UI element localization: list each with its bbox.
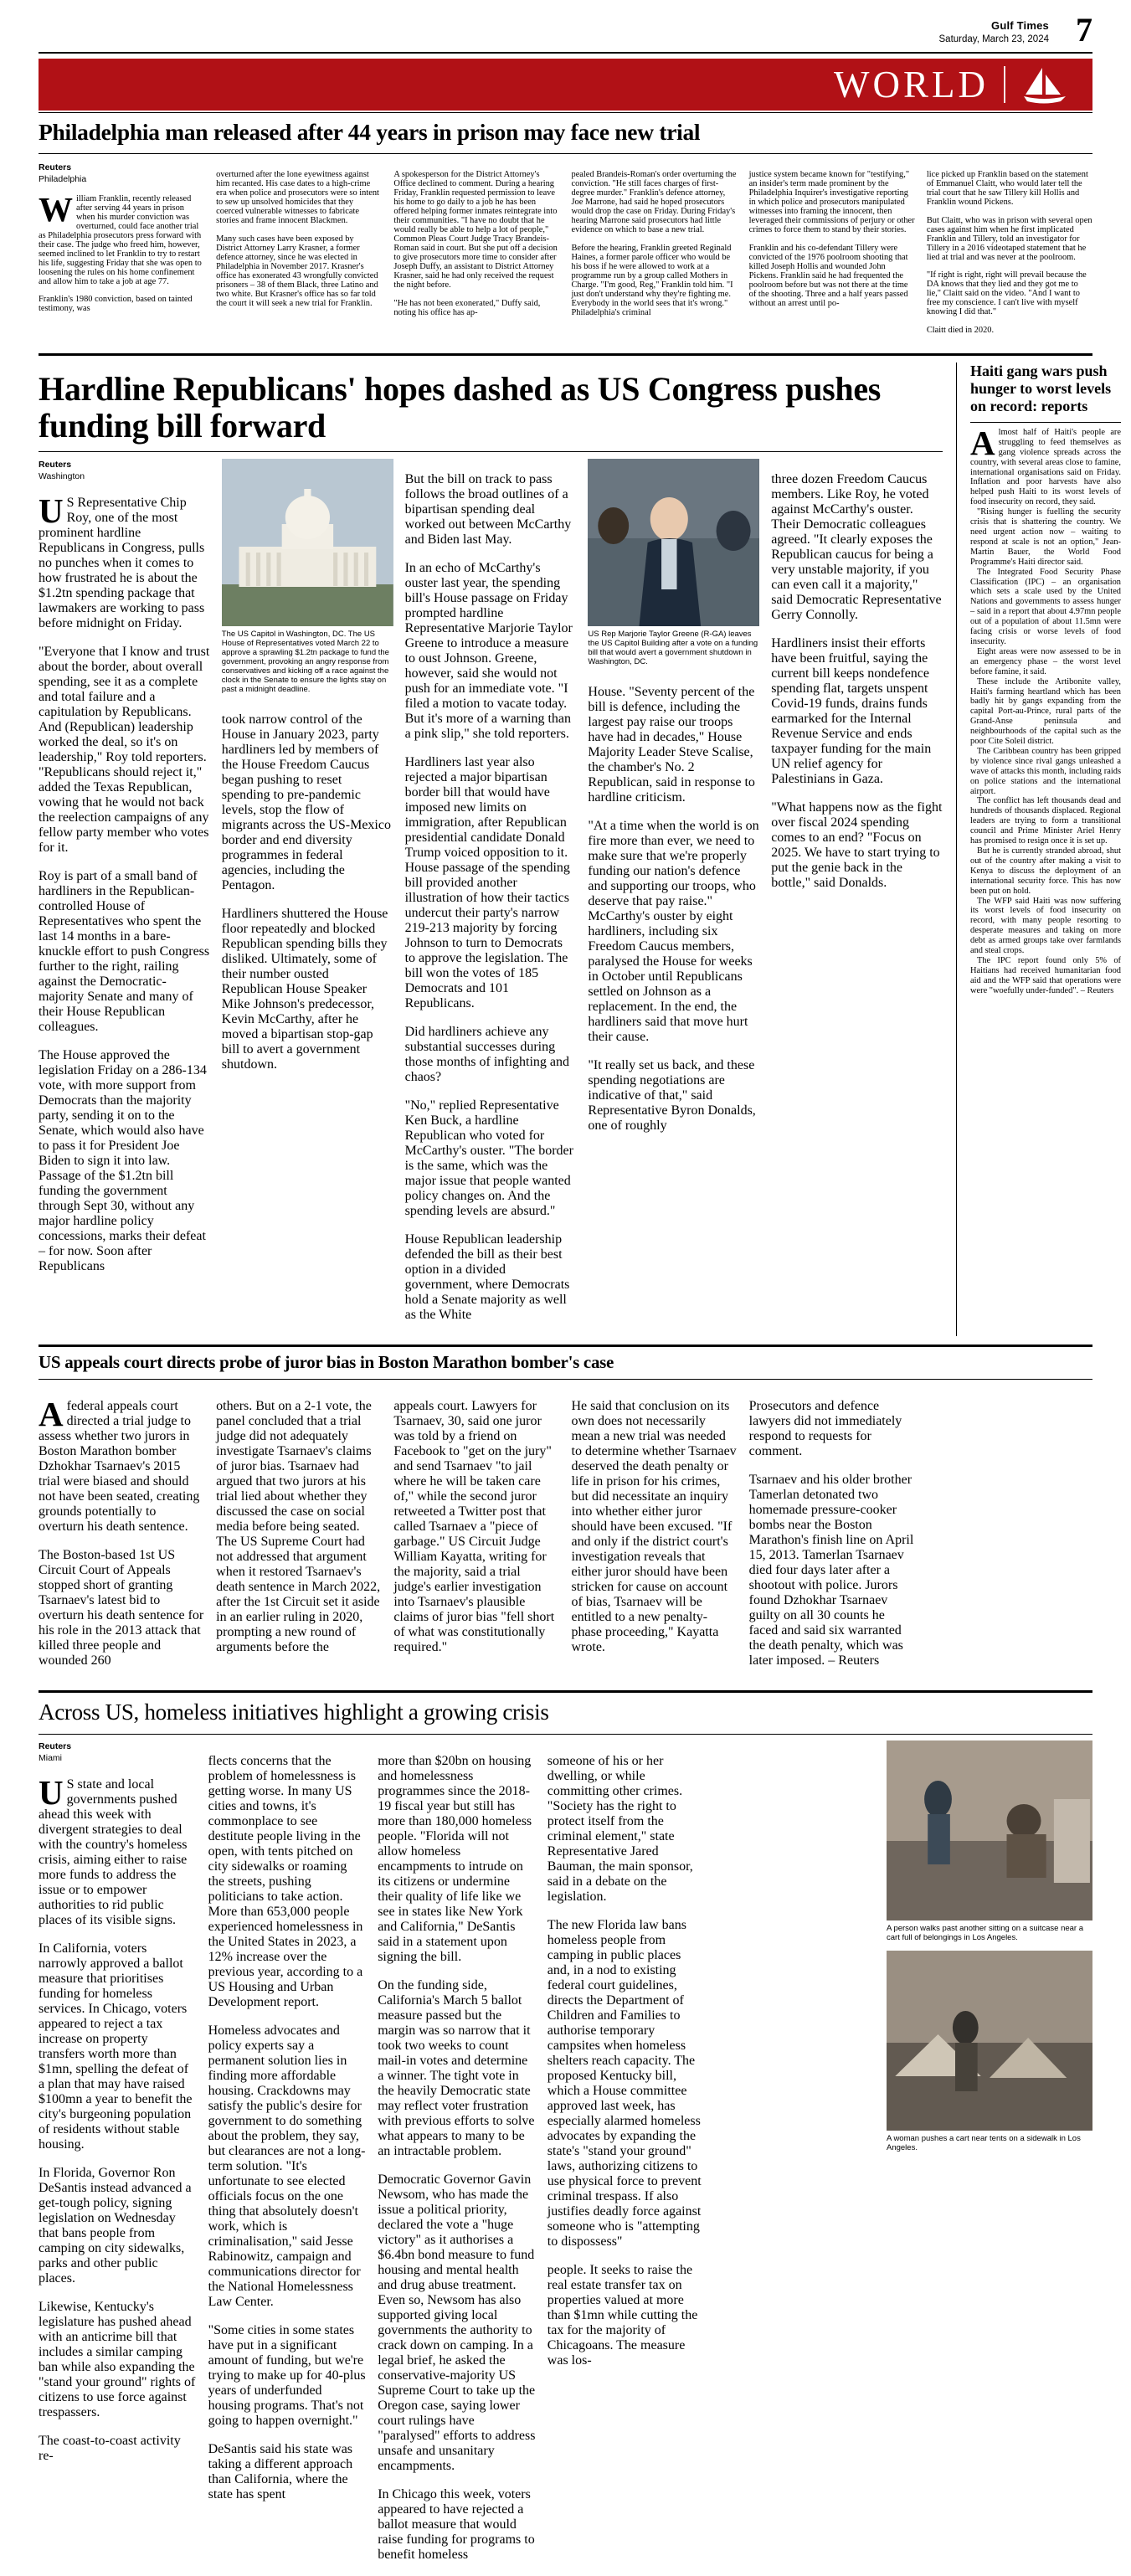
sidebar-p3: The Integrated Food Security Phase Classification (IPC) – an organisation which sets a scale used by the United Nations and governments to assess hunger – said in a report that about 4.97mn people out of a population of about 11.5mn were facing crisis or worse levels of food insecurity. xyxy=(970,567,1121,646)
story4-col-2 xyxy=(208,1740,367,2576)
story3-c1p1: federal appeals court directed a trial judge to assess whether two jurors in Boston Marathon bomber Dzhokhar Tsarnaev's 2015 trial were biased and should not have been seated, creating grounds potentially to overturn his death sentence. xyxy=(39,1398,200,1534)
section-title: WORLD xyxy=(834,64,989,105)
story4-c1p2: In California, voters narrowly approved a ballot measure that prioritises funding for homeless services. In Chicago, voters appeared to reject a tax increase on property transfers worth more than $1mn, spelling the defeat of a plan that may have raised $100mn a year to benefit the city's burgeoning population of residents without stable housing. xyxy=(39,1941,193,2152)
story2-c3p4: Did hardliners achieve any substantial successes during those months of infighting and chaos? xyxy=(404,1024,570,1084)
story2-col-1 xyxy=(39,459,210,1336)
story4-c4p2: The new Florida law bans homeless people from camping in public places and, in a nod to existing federal court guidelines, directs the Department of Children and Families to authorise temporary campsites when homeless shelters reach capacity. The proposed Kentucky bill, which a House committee approved last week, has especially alarmed homeless advocates by expanding the state's "stand your ground" laws, authorizing citizens to use physical force to prevent criminal trespass. If also justifies deadly force against someone who is "attempting to dispossess" xyxy=(547,1917,702,2249)
story2-c3p1: But the bill on track to pass follows the broad outlines of a bipartisan spending deal worked out between McCarthy and Biden last May. xyxy=(404,471,572,547)
story1-p9: justice system became known for "testifying," an insider's term made prominent by the Philadelphia Inquirer's investigative reporting in which police and prosecutors manipulated witnesses into framing the innocent, then leveraged their commissions of perjury or other crimes to force them to stand by their stories. xyxy=(748,170,915,235)
story1-place: Philadelphia xyxy=(39,174,87,185)
story1-byline xyxy=(39,162,204,185)
story4-head-rule xyxy=(39,1734,1092,1735)
story1-p12: But Claitt, who was in prison with several open cases against him when he first implicated Franklin and Tillery, told an investigator for Tillery in a 2016 videotaped statement that he lied at trial and was never at the poolroom. xyxy=(926,215,1092,262)
story4-c3p1: more than $20bn on housing and homelessness programmes since the 2018-19 fiscal year but still has more than 180,000 homeless people. "Florida will not allow homeless encampments to intrude on its citizens or undermine their quality of life like we see in states like New York and California," DeSantis said in a statement upon signing the bill. xyxy=(378,1753,532,1964)
sidebar-head-rule xyxy=(970,422,1121,423)
sidebar-p4: Eight areas were now assessed to be in an emergency phase – the worst level before famine, it said. xyxy=(970,646,1121,676)
sidebar-p1: lmost half of Haiti's people are struggling to feed themselves as gang violence spreads across the country, with several areas close to famine, international organisations said on Friday. Inflation and poor harvests have also helped push Haiti to its worst levels of food insecurity on record, they said. xyxy=(970,427,1121,507)
story3-col-2 xyxy=(216,1386,382,1682)
story2-c3p5: "No," replied Representative Ken Buck, a hardline Republican who voted for McCarthy's ouster. "The border is the same, which was the major issue that people wanted policy changes on. And the spending levels are absurd." xyxy=(404,1098,573,1218)
story1-p13: "If right is right, right will prevail because the DA knows that they lied and they got me to lie," Claitt said on the video. "And I want to free my conscience. I can't live with myself knowing I did that." xyxy=(926,270,1087,317)
story3-col-6 xyxy=(927,1386,1092,1682)
story2-c1p2: "Everyone that I know and trust about the border, about overall spending, see it as a complete and total failure and a capitulation by Republicans. And (Republican) leadership worked the deal, so it's on leadership," Roy told reporters. "Republicans should reject it," added the Texas Republican, vowing that he would not back the reelection campaigns of any fellow party member who votes for it. xyxy=(39,645,210,856)
story3-columns xyxy=(39,1386,1092,1682)
story2-col-4 xyxy=(588,459,759,1336)
story-congress xyxy=(39,362,943,1336)
story2-c4p2: "At a time when the world is on fire more than ever, we need to make sure that we're properly funding our nation's defence and supporting our troops, who deserve that pay raise." McCarthy's ouster by eight hardliners, including six Freedom Caucus members, paralysed the House for weeks in October until Republicans settled on Johnson as a replacement. In the end, the hardliners said that move hurt their cause. xyxy=(588,818,759,1044)
masthead xyxy=(0,0,1131,105)
story1-p2: Franklin's 1980 conviction, based on tainted testimony, was xyxy=(39,295,193,314)
story4-photo1-caption: A person walks past another sitting on a suitcase near a cart full of belongings in Los Angeles. xyxy=(887,1923,1083,1942)
story3-c5p2: Tsarnaev and his older brother Tamerlan detonated two homemade pressure-cooker bombs near the Boston Marathon's finish line on April 15, 2013. Tamerlan Tsarnaev died four days later after a shootout with police. Jurors found Dzhokhar Tsarnaev guilty on all 30 counts he faced and said six warranted the death penalty, which was later imposed. – Reuters xyxy=(748,1472,914,1668)
story2-byline xyxy=(39,459,210,482)
story1-col-5 xyxy=(749,162,915,343)
story3-dropcap: A xyxy=(39,1394,64,1433)
sidebar-p2: "Rising hunger is fuelling the security crisis that is shattering the country. We need urgent action now – waiting to respond at scale is not an option," Jean-Martin Bauer, the World Food Programme's Haiti director said. xyxy=(970,507,1121,567)
story3-c4p1: He said that conclusion on its own does not necessarily mean a new trial was needed to determine whether Tsarnaev deserved the death penalty or life in prison for his crimes, but did necessitate an inquiry into whether either juror should have been excused. "If and only if the district court's investigation reveals that either juror should have been stricken for cause on account of bias, Tsarnaev will be entitled to a new penalty-phase proceeding," Kayatta wrote. xyxy=(571,1398,737,1654)
story2-c1p1: S Representative Chip Roy, one of the most prominent hardline Republicans in Congress, pulls no punches when it comes to how frustrated he is about the $1.2tn spending package that lawmakers are working to pass before midnight on Friday. xyxy=(39,496,205,631)
story1-col-6 xyxy=(927,162,1092,343)
story1-source: Reuters xyxy=(39,162,72,172)
story1-top-rule xyxy=(39,112,1092,113)
story2-c4p1: House. "Seventy percent of the bill is defence, including the largest pay raise our troops have had in decades," House Majority Leader Steve Scalise, the chamber's No. 2 Republican, said in response to hardline criticism. xyxy=(588,684,755,805)
homeless-photo-2 xyxy=(887,1951,1092,2131)
story2-headline: Hardline Republicans' hopes dashed as US Congress pushes funding bill forward xyxy=(39,369,882,445)
banner-divider xyxy=(1004,66,1005,103)
story1-p14: Claitt died in 2020. xyxy=(926,325,995,335)
story4-col-4 xyxy=(548,1740,706,2576)
sidebar-dropcap: A xyxy=(970,423,995,462)
story4-col-3 xyxy=(378,1740,536,2576)
page-number: 7 xyxy=(1076,11,1092,49)
story-philadelphia xyxy=(0,100,1131,343)
story1-p3: overturned after the lone eyewitness against him recanted. His case dates to a high-crime era when police and prosecutors were so intent to sew up unsolved homicides that they coerced vulnerable witnesses to fabricate stories and frame innocent Blackmen. xyxy=(216,170,379,226)
story3-c3p1: appeals court. Lawyers for Tsarnaev, 30, said one juror was told by a friend on Facebook to "get on the jury" and send Tsarnaev "to jail where he will be taken care of," while the second juror retweeted a Twitter post that called Tsarnaev a "piece of garbage." US Circuit Judge William Kayatta, writing for the majority, said a trial judge's earlier investigation into Tsarnaev's plausible claims of juror bias "fell short of what was constitutionally required." xyxy=(393,1398,555,1654)
story1-p1: illiam Franklin, recently released after serving 44 years in prison when his murder conviction was overturned, could face another trial as Philadelphia prosecutors press forward with their case. The judge who freed him, however, seemed inclined to let Franklin to try to restart his life, suggesting Friday that she was open to loosening the rules on his home confinement and allow him to take a job at age 77. xyxy=(39,193,202,286)
sidebar-headline: Haiti gang wars push hunger to worst levels on record: reports xyxy=(970,362,1112,414)
story2-columns xyxy=(39,459,943,1336)
story1-p7: pealed Brandeis-Roman's order overturning the conviction. "He still faces charges of first-degree murder." Franklin's defence attorney, Joe Marrone, had said he hoped prosecutors would drop the case on Friday. During Friday's hearing Marrone said prosecutors had little evidence on which to base a new trial. xyxy=(571,170,737,235)
section-banner xyxy=(39,59,1092,111)
story4-col-1 xyxy=(39,1740,197,2576)
story2-photo1-caption: The US Capitol in Washington, DC. The US House of Representatives voted March 22 to approve a sprawling $1.2tn package to fund the government, provoking an angry response from conservatives and kicking off a race against the clock in the Senate to ensure the lights stay on past a midnight deadline. xyxy=(221,629,389,694)
story3-col-4 xyxy=(572,1386,738,1682)
story2-c3p6: House Republican leadership defended the bill as their best option in a divided government, where Democrats hold a Senate majority as well as the White xyxy=(404,1231,570,1322)
story2-place: Washington xyxy=(39,471,85,482)
story4-c1p1: S state and local governments pushed ahead this week with divergent strategies to deal with the country's homeless crisis, aiming either to raise more funds to address the issue or to empower authorities to rid public places of its visible signs. xyxy=(39,1777,188,1928)
dhow-boat-icon xyxy=(1017,63,1071,106)
sidebar-p5: These include the Artibonite valley, Haiti's farming heartland which has been badly hit by gangs expanding from the capital Port-au-Prince, rural parts of the Grand-Anse peninsula and neighbourhoods of the capital such as the poor Cite Soleil district. xyxy=(970,676,1121,747)
story3-head-rule xyxy=(39,1379,1092,1380)
story1-col-3 xyxy=(393,162,559,343)
story2-dropcap: U xyxy=(39,491,64,531)
story4-c1p5: The coast-to-coast activity re- xyxy=(39,2434,181,2464)
story2-c5p1: three dozen Freedom Caucus members. Like Roy, he voted against McCarthy's ouster. Their Democratic colleagues agreed. "It clearly exposes the Republican caucus for being a very unstable majority, if you can even call it a majority," said Democratic Representative Gerry Connolly. xyxy=(771,471,942,622)
story-homeless xyxy=(0,1682,1131,2576)
story4-headline: Across US, homeless initiatives highlight a growing crisis xyxy=(39,1699,549,1725)
masthead-divider xyxy=(39,52,1092,54)
mid-block xyxy=(0,343,1131,1336)
story4-c1p4: Likewise, Kentucky's legislature has pushed ahead with an anticrime bill that includes a similar camping ban while also expanding the "stand your ground" rights of citizens to use force against trespassers. xyxy=(39,2300,196,2420)
sidebar-p8: But he is currently stranded abroad, shut out of the country after making a visit to Kenya to discuss the deployment of an international security force. This has now been put on hold. xyxy=(970,846,1121,896)
masthead-meta xyxy=(939,19,1049,45)
story-haiti-sidebar xyxy=(970,362,1121,1336)
story3-c5p1: Prosecutors and defence lawyers did not immediately respond to requests for comment. xyxy=(748,1398,902,1458)
story3-col-3 xyxy=(393,1386,559,1682)
story3-headline: US appeals court directs probe of juror bias in Boston Marathon bomber's case xyxy=(39,1351,614,1372)
publication-date: Saturday, March 23, 2024 xyxy=(938,33,1049,44)
story1-p8: Before the hearing, Franklin greeted Reginald Haines, a former parole officer who would be his boss if he were allowed to work at a programme run by a group called Mothers in Charge. "I'm good, Reg," Franklin told him. "I just don't understand why they're fighting me. Everybody in the world sees that it's wrong." Philadelphia's criminal xyxy=(571,243,733,317)
story1-p11: lice picked up Franklin based on the statement of Emmanuel Claitt, who would later tell the trial court that he saw Tillery kill Hollis and Franklin wound Pickens. xyxy=(926,170,1088,208)
story4-photo-column xyxy=(887,1740,1092,2576)
story3-col-5 xyxy=(749,1386,915,1682)
story2-col-2 xyxy=(222,459,393,1336)
story1-p10: Franklin and his co-defendant Tillery were convicted of the 1976 poolroom shooting that killed Joseph Hollis and wounded John Pickens. Franklin said he had frequented the poolroom before but was not there at the time of the shooting. Three and a half years passed without an arrest until po- xyxy=(748,243,908,308)
story1-headline: Philadelphia man released after 44 years in prison may face new trial xyxy=(39,119,701,145)
story4-source: Reuters xyxy=(39,1740,72,1751)
story-tsarnaev xyxy=(0,1336,1131,1682)
sidebar-divider xyxy=(956,362,957,1336)
story1-p5: A spokesperson for the District Attorney's Office declined to comment. During a hearing Friday, Franklin requested permission to leave his home to go daily to a job he has been offered helping former inmates reintegrate into their communities. "I have no doubt that he would really be able to help a lot of people," Common Pleas Court Judge Tracy Brandeis-Roman said in court. But she put off a decision to give prosecutors more time to consider after Joseph Duffy, an assistant to District Attorney Krasner, said he had only received the request the night before. xyxy=(393,170,558,291)
story2-c4p3: "It really set us back, and these spending negotiations are indicative of that," said Representative Byron Donalds, one of roughly xyxy=(588,1057,756,1133)
story4-c3p3: Democratic Governor Gavin Newsom, who has made the issue a political priority, declared the vote a "huge victory" as it authorises a $6.4bn bond measure to fund housing and mental health and drug abuse treatment. Even so, Newsom has also supported giving local governments the authority to crack down on camping. In a legal brief, he asked the conservative-majority US Supreme Court to take up the Oregon case, saying lower court rulings have "paralysed" efforts to address unsafe and unsanitary encampments. xyxy=(378,2172,536,2473)
story4-c4p1: someone of his or her dwelling, or while committing other crimes. "Society has the right to protect itself from the criminal element," state Representative Jared Bauman, the main sponsor, said in a debate on the legislation. xyxy=(547,1753,693,1904)
sidebar-p9: The WFP said Haiti was now suffering its worst levels of food insecurity on record, with many people resorting to desperate measures and taking on more debt as armed groups take over farmlands and steal crops. xyxy=(970,896,1121,956)
story2-col-5 xyxy=(771,459,943,1336)
story1-col-1 xyxy=(39,162,204,343)
story2-source: Reuters xyxy=(39,459,72,470)
story4-c4p3: people. It seeks to raise the real estate transfer tax on properties valued at more than $1mn while cutting the tax for the majority of Chicagoans. The measure was los- xyxy=(547,2262,698,2368)
story3-c2p1: others. But on a 2-1 vote, the panel concluded that a trial judge did not adequately investigate Tsarnaev's claims of juror bias. Tsarnaev had argued that two jurors at his trial lied about whether they discussed the case on social media before being seated. The US Supreme Court had not addressed that argument when it restored Tsarnaev's death sentence in March 2022, after the 1st Circuit set it aside in an earlier ruling in 2020, prompting a new round of arguments before the xyxy=(216,1398,381,1654)
story2-c3p2: In an echo of McCarthy's ouster last year, the spending bill's House passage on Friday prompted hardline Representative Marjorie Taylor Greene to introduce a measure to oust Johnson. Greene, however, said she would not push for an immediate vote. "I filed a motion to vacate today. But it's more of a warning than a pink slip," she told reporters. xyxy=(404,560,573,741)
story2-c1p3: Roy is part of a small band of hardliners in the Republican-controlled House of Representatives who spent the last 14 months in a bare-knuckle effort to push Congress further to the right, railing against the Democratic-majority Senate and many of their House Republican colleagues. xyxy=(39,869,210,1035)
story4-col-5 xyxy=(717,1740,875,2576)
sidebar-p7: The conflict has left thousands dead and hundreds of thousands displaced. Regional leaders are trying to form a transitional council and Prime Minister Ariel Henry has promised to resign once it is set up. xyxy=(970,796,1121,846)
capitol-photo xyxy=(222,459,393,626)
story3-c1p2: The Boston-based 1st US Circuit Court of Appeals stopped short of granting Tsarnaev's latest bid to overturn his death sentence for his role in the 2013 attack that killed three people and wounded 260 xyxy=(39,1547,204,1668)
story4-dropcap: U xyxy=(39,1773,64,1812)
story1-col-4 xyxy=(572,162,738,343)
story1-dropcap: W xyxy=(39,189,73,229)
story2-c2p2: Hardliners shuttered the House floor repeatedly and blocked Republican spending bills they disliked. Ultimately, some of their number ousted Republican House Speaker Mike Johnson's predecessor, Kevin McCarthy, after he moved a bipartisan stop-gap bill to avert a government shutdown. xyxy=(221,906,388,1072)
homeless-photo-1 xyxy=(887,1740,1092,1920)
sidebar-p10: The IPC report found only 5% of Haitians had received humanitarian food aid and the WFP said that operations were were "woefully under-funded". – Reuters xyxy=(970,955,1121,995)
story2-c1p4: The House approved the legislation Friday on a 286-134 vote, with more support from Democrats than the majority party, sending it on to the Senate, which would also have to pass it for President Joe Biden to sign it into law. Passage of the $1.2tn bill funding the government through Sept 30, without any major hardline policy concessions, marks their defeat – for now. Soon after Republicans xyxy=(39,1048,207,1274)
story3-col-1 xyxy=(39,1386,204,1682)
story2-c5p2: Hardliners insist their efforts have been fruitful, saying the current bill keeps nondefence spending flat, targets unspent Covid-19 funds, drains funds earmarked for the Internal Revenue Service and ends taxpayer funding for the main UN relief agency for Palestinians in Gaza. xyxy=(771,635,932,786)
story4-c2p2: Homeless advocates and policy experts say a permanent solution lies in finding more affordable housing. Crackdowns may satisfy the public's desire for government to do something about the problem, they say, but clearances are not a long-term solution. "It's unfortunate to see elected officials focus on the one thing that absolutely doesn't work, which is criminalisation," said Jesse Rabinowitz, campaign and communications director for the National Homelessness Law Center. xyxy=(208,2023,366,2309)
greene-photo xyxy=(588,459,759,626)
story4-byline xyxy=(39,1740,197,1764)
sidebar-p6: The Caribbean country has been gripped by violence since rival gangs unleashed a wave of attacks this month, including raids on police stations and the international airport. xyxy=(970,746,1121,796)
story2-col-3 xyxy=(405,459,577,1336)
story2-c5p3: "What happens now as the fight over fiscal 2024 spending comes to an end? "Focus on 2025. We have to start trying to put the genie back in the bottle," said Donalds. xyxy=(771,800,943,890)
story4-photo2-caption: A woman pushes a cart near tents on a sidewalk in Los Angeles. xyxy=(887,2133,1081,2152)
story4-c2p3: "Some cities in some states have put in a significant amount of funding, but we're trying to make up for 40-plus years of underfunded housing programs. That's not going to happen overnight." xyxy=(208,2322,366,2428)
story1-columns xyxy=(39,154,1092,343)
story4-c3p2: On the funding side, California's March 5 ballot measure passed but the margin was so narrow that it took two weeks to count mail-in votes and determine a winner. The tight vote in the heavily Democratic state may reflect voter frustration with previous efforts to solve what appears to many to be an intractable problem. xyxy=(378,1977,535,2158)
story2-photo2-caption: US Rep Marjorie Taylor Greene (R-GA) leaves the US Capitol Building after a vote on a funding bill that would avert a government shutdown in Washington, DC. xyxy=(588,629,758,666)
story4-c3p4: In Chicago this week, voters appeared to have rejected a ballot measure that would raise funding for programs to benefit homeless xyxy=(378,2486,535,2562)
story2-c2p1: took narrow control of the House in January 2023, party hardliners led by members of the House Freedom Caucus began pushing to reset spending to pre-pandemic levels, stop the flow of migrants across the US-Mexico border and end diversity programmes in federal agencies, including the Pentagon. xyxy=(221,712,391,892)
story4-c2p1: flects concerns that the problem of homelessness is getting worse. In many US cities and towns, it's commonplace to see destitute people living in the open, with tents pitched on city sidewalks or roaming the streets, pushing politicians to take action. More than 653,000 people experienced homelessness in the United States in 2023, a 12% increase over the previous year, according to a US Housing and Urban Development report. xyxy=(208,1753,363,2009)
story2-c3p3: Hardliners last year also rejected a major bipartisan border bill that would have imposed new limits on immigration, after Republican presidential candidate Donald Trump voiced opposition to it. House passage of the spending bill provided another illustration of how their tactics undercut their party's narrow 219-213 majority by forcing Johnson to turn to Democrats to approve the legislation. The bill won the votes of 185 Democrats and 101 Republicans. xyxy=(404,754,570,1010)
story1-p6: "He has not been exonerated," Duffy said, noting his office has ap- xyxy=(393,298,541,317)
publication-name: Gulf Times xyxy=(991,19,1049,33)
story4-place: Miami xyxy=(39,1753,62,1764)
story4-c2p4: DeSantis said his state was taking a different approach than California, where the state has spent xyxy=(208,2441,353,2501)
story4-c1p3: In Florida, Governor Ron DeSantis instead advanced a get-tough policy, signing legislation on Wednesday that bans people from camping on city sidewalks, parks and other public places. xyxy=(39,2166,192,2286)
story1-col-2 xyxy=(216,162,382,343)
story4-columns xyxy=(39,1740,1092,2576)
story2-head-rule xyxy=(39,451,943,452)
story1-p4: Many such cases have been exposed by District Attorney Larry Krasner, a former defence attorney, since he was elected in Philadelphia in November 2017. Krasner's office has exonerated 43 wrongfully convicted prisoners – 38 of them Black, three Latino and two white. But Krasner's office has so far told the court it will seek a new trial for Franklin. xyxy=(216,234,378,308)
